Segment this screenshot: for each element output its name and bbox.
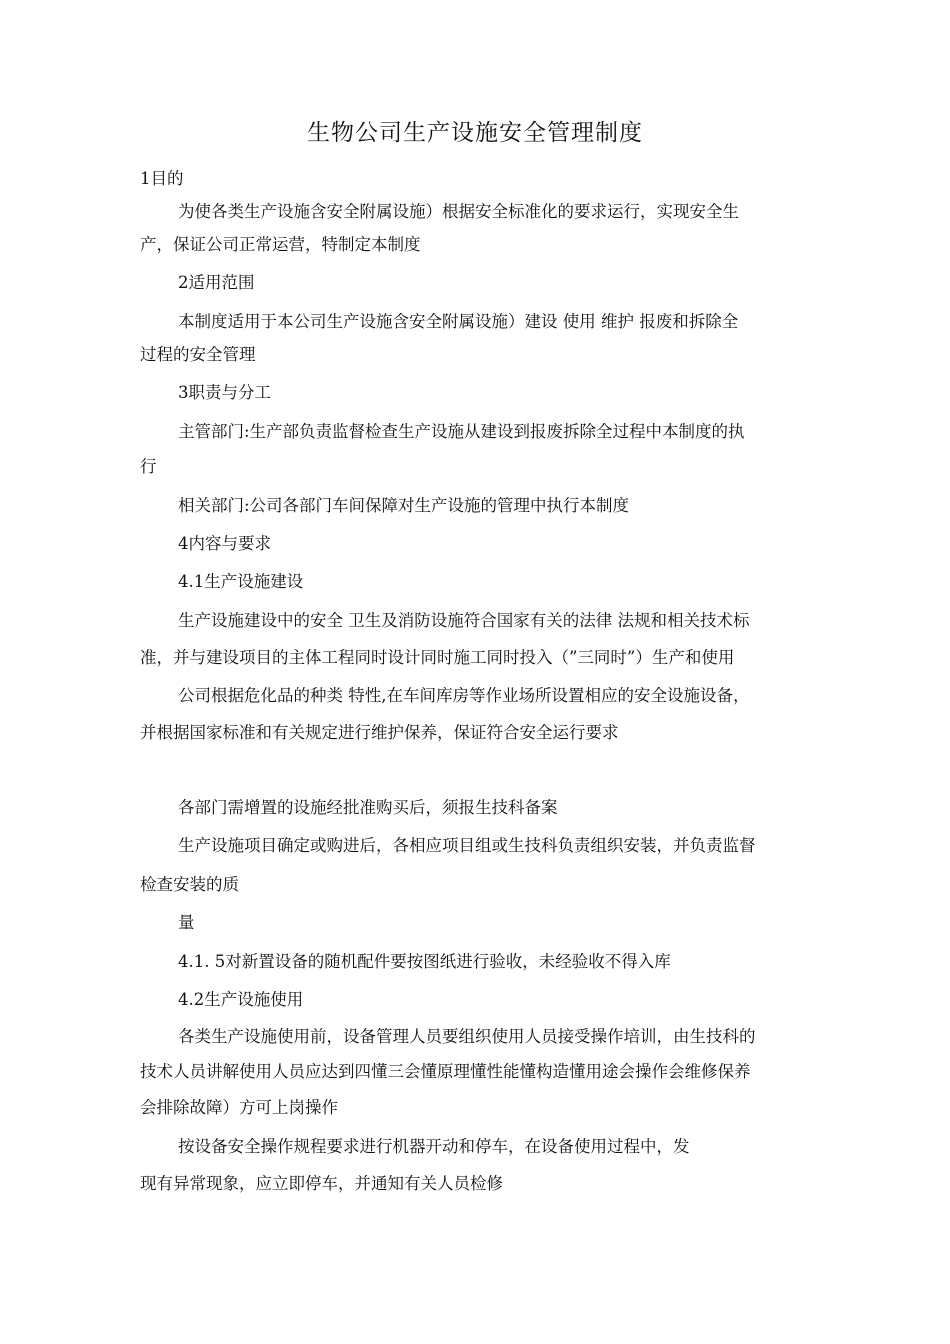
paragraph-line: 生产设施建设中的安全 卫生及消防设施符合国家有关的法律 法规和相关技术标: [178, 611, 750, 630]
paragraph-line: 并根据国家标准和有关规定进行维护保养，保证符合安全运行要求: [140, 723, 619, 742]
paragraph-line: 行: [140, 457, 157, 476]
paragraph-line: 为使各类生产设施含安全附属设施）根据安全标准化的要求运行，实现安全生: [178, 202, 739, 221]
paragraph-line: 相关部门:公司各部门车间保障对生产设施的管理中执行本制度: [178, 496, 630, 515]
heading-content-requirements: 4内容与要求: [178, 534, 271, 553]
paragraph-line: 生产设施项目确定或购进后，各相应项目组或生技科负责组织安装，并负责监督: [178, 836, 756, 855]
paragraph-line: 量: [178, 913, 195, 932]
paragraph-line: 本制度适用于本公司生产设施含安全附属设施）建设 使用 维护 报废和拆除全: [178, 312, 739, 331]
paragraph-line: 公司根据危化品的种类 特性,在车间库房等作业场所设置相应的安全设施设备，: [178, 686, 750, 705]
heading-purpose: 1目的: [140, 169, 184, 188]
paragraph-line: 主管部门:生产部负责监督检查生产设施从建设到报废拆除全过程中本制度的执: [178, 422, 745, 441]
paragraph-line: 各类生产设施使用前，设备管理人员要组织使用人员接受操作培训，由生技科的: [178, 1027, 756, 1046]
heading-responsibilities: 3职责与分工: [178, 383, 271, 402]
paragraph-line: 准，并与建设项目的主体工程同时设计同时施工同时投入（”三同时”）生产和使用: [140, 648, 735, 667]
paragraph-line: 产，保证公司正常运营，特制定本制度: [140, 235, 421, 254]
heading-facility-construction: 4.1生产设施建设: [178, 572, 304, 591]
paragraph-line: 会排除故障）方可上岗操作: [140, 1098, 338, 1117]
document-title: 生物公司生产设施安全管理制度: [307, 120, 643, 146]
paragraph-line: 各部门需增置的设施经批准购买后，须报生技科备案: [178, 798, 558, 817]
paragraph-line: 过程的安全管理: [140, 345, 256, 364]
paragraph-line: 现有异常现象，应立即停车，并通知有关人员检修: [140, 1174, 503, 1193]
paragraph-line: 4.1. 5对新置设备的随机配件要按图纸进行验收，未经验收不得入库: [178, 952, 671, 971]
paragraph-line: 检查安装的质: [140, 875, 239, 894]
paragraph-line: 技术人员讲解使用人员应达到四懂三会懂原理懂性能懂构造懂用途会操作会维修保养: [140, 1062, 751, 1081]
heading-scope: 2适用范围: [178, 273, 255, 292]
paragraph-line: 按设备安全操作规程要求进行机器开动和停车，在设备使用过程中，发: [178, 1137, 690, 1156]
heading-facility-use: 4.2生产设施使用: [178, 990, 304, 1009]
